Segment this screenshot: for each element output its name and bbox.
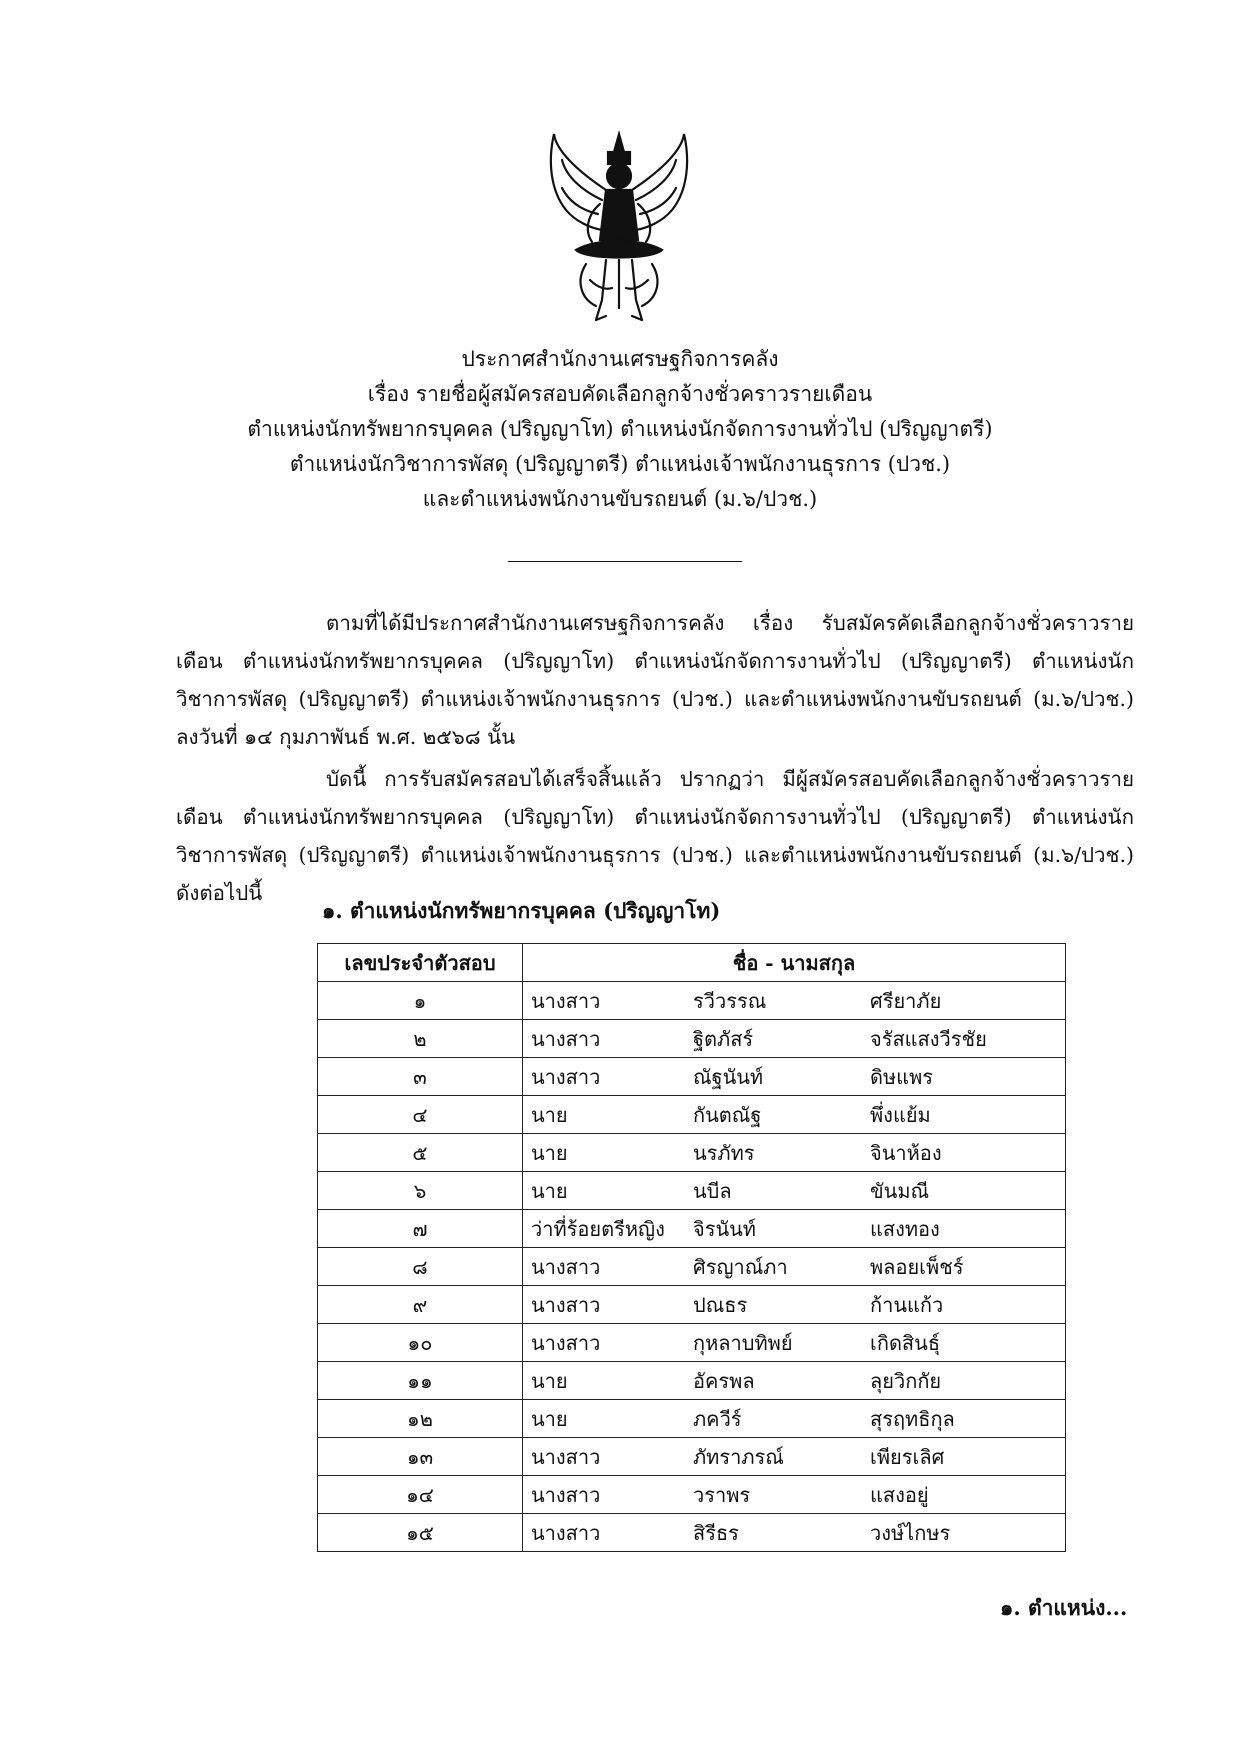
exam-id-cell: ๑๐ bbox=[318, 1324, 523, 1362]
first-name-cell: นบีล bbox=[685, 1172, 862, 1210]
first-name-cell: รวีวรรณ bbox=[685, 982, 862, 1020]
prefix-cell: นางสาว bbox=[523, 1058, 686, 1096]
first-name-cell: กุหลาบทิพย์ bbox=[685, 1324, 862, 1362]
exam-id-cell: ๔ bbox=[318, 1096, 523, 1134]
applicant-table bbox=[317, 943, 1066, 1552]
last-name-cell: แสงอยู่ bbox=[862, 1476, 1066, 1514]
last-name-cell: วงษ์ไกษร bbox=[862, 1514, 1066, 1552]
first-name-cell: ภัทราภรณ์ bbox=[685, 1438, 862, 1476]
exam-id-cell: ๑๑ bbox=[318, 1362, 523, 1400]
table-row bbox=[318, 1058, 1066, 1096]
first-name-cell: นรภัทร bbox=[685, 1134, 862, 1172]
prefix-cell: นางสาว bbox=[523, 1324, 686, 1362]
exam-id-cell: ๘ bbox=[318, 1248, 523, 1286]
announcement-title bbox=[0, 342, 1240, 517]
first-name-cell: สิรีธร bbox=[685, 1514, 862, 1552]
prefix-cell: นาย bbox=[523, 1134, 686, 1172]
garuda-emblem-icon bbox=[536, 130, 702, 326]
prefix-cell: นาย bbox=[523, 1172, 686, 1210]
exam-id-cell: ๑ bbox=[318, 982, 523, 1020]
exam-id-cell: ๑๔ bbox=[318, 1476, 523, 1514]
prefix-cell: นาย bbox=[523, 1096, 686, 1134]
title-divider bbox=[508, 561, 742, 562]
first-name-cell: ภควีร์ bbox=[685, 1400, 862, 1438]
first-name-cell: จิรนันท์ bbox=[685, 1210, 862, 1248]
prefix-cell: นางสาว bbox=[523, 1020, 686, 1058]
paragraph-2-text: บัดนี้ การรับสมัครสอบได้เสร็จสิ้นแล้ว ปรากฏว่า มีผู้สมัครสอบคัดเลือกลูกจ้างชั่วคราวรายเดือน ตำแหน่งนักทรัพยากรบุคคล (ปริญญาโท) ตำแหน่งนักจัดการงานทั่วไป (ปริญญาตรี) ตำแหน่งนักวิชาการพัสดุ (ปริญญาตรี) ตำแหน่งเจ้าพนักงานธุรการ (ปวช.) และตำแหน่งพนักงานขับรถยนต์ (ม.๖/ปวช.) ดังต่อไปนี้ bbox=[176, 767, 1134, 905]
first-name-cell: ฐิตภัสร์ bbox=[685, 1020, 862, 1058]
exam-id-cell: ๕ bbox=[318, 1134, 523, 1172]
prefix-cell: นางสาว bbox=[523, 1248, 686, 1286]
paragraph-reference bbox=[176, 604, 1134, 756]
first-name-cell: กันตณัฐ bbox=[685, 1096, 862, 1134]
table-row bbox=[318, 1172, 1066, 1210]
title-line: เรื่อง รายชื่อผู้สมัครสอบคัดเลือกลูกจ้างชั่วคราวรายเดือน bbox=[367, 382, 873, 406]
exam-id-cell: ๑๒ bbox=[318, 1400, 523, 1438]
exam-id-cell: ๗ bbox=[318, 1210, 523, 1248]
first-name-cell: อัครพล bbox=[685, 1362, 862, 1400]
table-row bbox=[318, 1362, 1066, 1400]
table-row bbox=[318, 982, 1066, 1020]
prefix-cell: นาย bbox=[523, 1362, 686, 1400]
header-full-name: ชื่อ - นามสกุล bbox=[523, 944, 1066, 982]
last-name-cell: เพียรเลิศ bbox=[862, 1438, 1066, 1476]
last-name-cell: พึ่งแย้ม bbox=[862, 1096, 1066, 1134]
last-name-cell: พลอยเพ็ชร์ bbox=[862, 1248, 1066, 1286]
table-row bbox=[318, 1400, 1066, 1438]
exam-id-cell: ๖ bbox=[318, 1172, 523, 1210]
table-row bbox=[318, 1476, 1066, 1514]
prefix-cell: นางสาว bbox=[523, 982, 686, 1020]
last-name-cell: จรัสแสงวีรชัย bbox=[862, 1020, 1066, 1058]
prefix-cell: นาย bbox=[523, 1400, 686, 1438]
table-row bbox=[318, 1286, 1066, 1324]
last-name-cell: ก้านแก้ว bbox=[862, 1286, 1066, 1324]
exam-id-cell: ๒ bbox=[318, 1020, 523, 1058]
paragraph-1-text: ตามที่ได้มีประกาศสำนักงานเศรษฐกิจการคลัง เรื่อง รับสมัครคัดเลือกลูกจ้างชั่วคราวรายเดือน ตำแหน่งนักทรัพยากรบุคคล (ปริญญาโท) ตำแหน่งนักจัดการงานทั่วไป (ปริญญาตรี) ตำแหน่งนักวิชาการพัสดุ (ปริญญาตรี) ตำแหน่งเจ้าพนักงานธุรการ (ปวช.) และตำแหน่งพนักงานขับรถยนต์ (ม.๖/ปวช.) ลงวันที่ ๑๔ กุมภาพันธ์ พ.ศ. ๒๕๖๘ นั้น bbox=[176, 611, 1134, 749]
last-name-cell: แสงทอง bbox=[862, 1210, 1066, 1248]
last-name-cell: ดิษแพร bbox=[862, 1058, 1066, 1096]
table-row bbox=[318, 1248, 1066, 1286]
exam-id-cell: ๓ bbox=[318, 1058, 523, 1096]
prefix-cell: นางสาว bbox=[523, 1476, 686, 1514]
first-name-cell: ศิรญาณ์ภา bbox=[685, 1248, 862, 1286]
table-row bbox=[318, 1020, 1066, 1058]
last-name-cell: เกิดสินธุ์ bbox=[862, 1324, 1066, 1362]
table-row bbox=[318, 1210, 1066, 1248]
last-name-cell: ศรียาภัย bbox=[862, 982, 1066, 1020]
exam-id-cell: ๙ bbox=[318, 1286, 523, 1324]
table-header-row bbox=[318, 944, 1066, 982]
continuation-marker: ๑. ตำแหน่ง... bbox=[1000, 1595, 1128, 1620]
exam-id-cell: ๑๓ bbox=[318, 1438, 523, 1476]
paragraph-result bbox=[176, 760, 1134, 912]
section-heading: ๑. ตำแหน่งนักทรัพยากรบุคคล (ปริญญาโท) bbox=[322, 898, 721, 923]
prefix-cell: นางสาว bbox=[523, 1438, 686, 1476]
table-body bbox=[318, 982, 1066, 1552]
table-row bbox=[318, 1438, 1066, 1476]
exam-id-cell: ๑๕ bbox=[318, 1514, 523, 1552]
first-name-cell: ปณธร bbox=[685, 1286, 862, 1324]
header-exam-id: เลขประจำตัวสอบ bbox=[318, 944, 523, 982]
title-line: ตำแหน่งนักวิชาการพัสดุ (ปริญญาตรี) ตำแหน่งเจ้าพนักงานธุรการ (ปวช.) bbox=[289, 452, 951, 476]
first-name-cell: ณัฐนันท์ bbox=[685, 1058, 862, 1096]
prefix-cell: นางสาว bbox=[523, 1286, 686, 1324]
last-name-cell: ขันมณี bbox=[862, 1172, 1066, 1210]
last-name-cell: สุรฤทธิกุล bbox=[862, 1400, 1066, 1438]
title-line: ประกาศสำนักงานเศรษฐกิจการคลัง bbox=[461, 347, 779, 371]
first-name-cell: วราพร bbox=[685, 1476, 862, 1514]
prefix-cell: ว่าที่ร้อยตรีหญิง bbox=[523, 1210, 686, 1248]
table-row bbox=[318, 1096, 1066, 1134]
title-line: ตำแหน่งนักทรัพยากรบุคคล (ปริญญาโท) ตำแหน่งนักจัดการงานทั่วไป (ปริญญาตรี) bbox=[247, 417, 993, 441]
table-row bbox=[318, 1514, 1066, 1552]
table-row bbox=[318, 1324, 1066, 1362]
last-name-cell: ลุยวิกกัย bbox=[862, 1362, 1066, 1400]
title-line: และตำแหน่งพนักงานขับรถยนต์ (ม.๖/ปวช.) bbox=[422, 487, 818, 511]
prefix-cell: นางสาว bbox=[523, 1514, 686, 1552]
last-name-cell: จินาห้อง bbox=[862, 1134, 1066, 1172]
table-row bbox=[318, 1134, 1066, 1172]
